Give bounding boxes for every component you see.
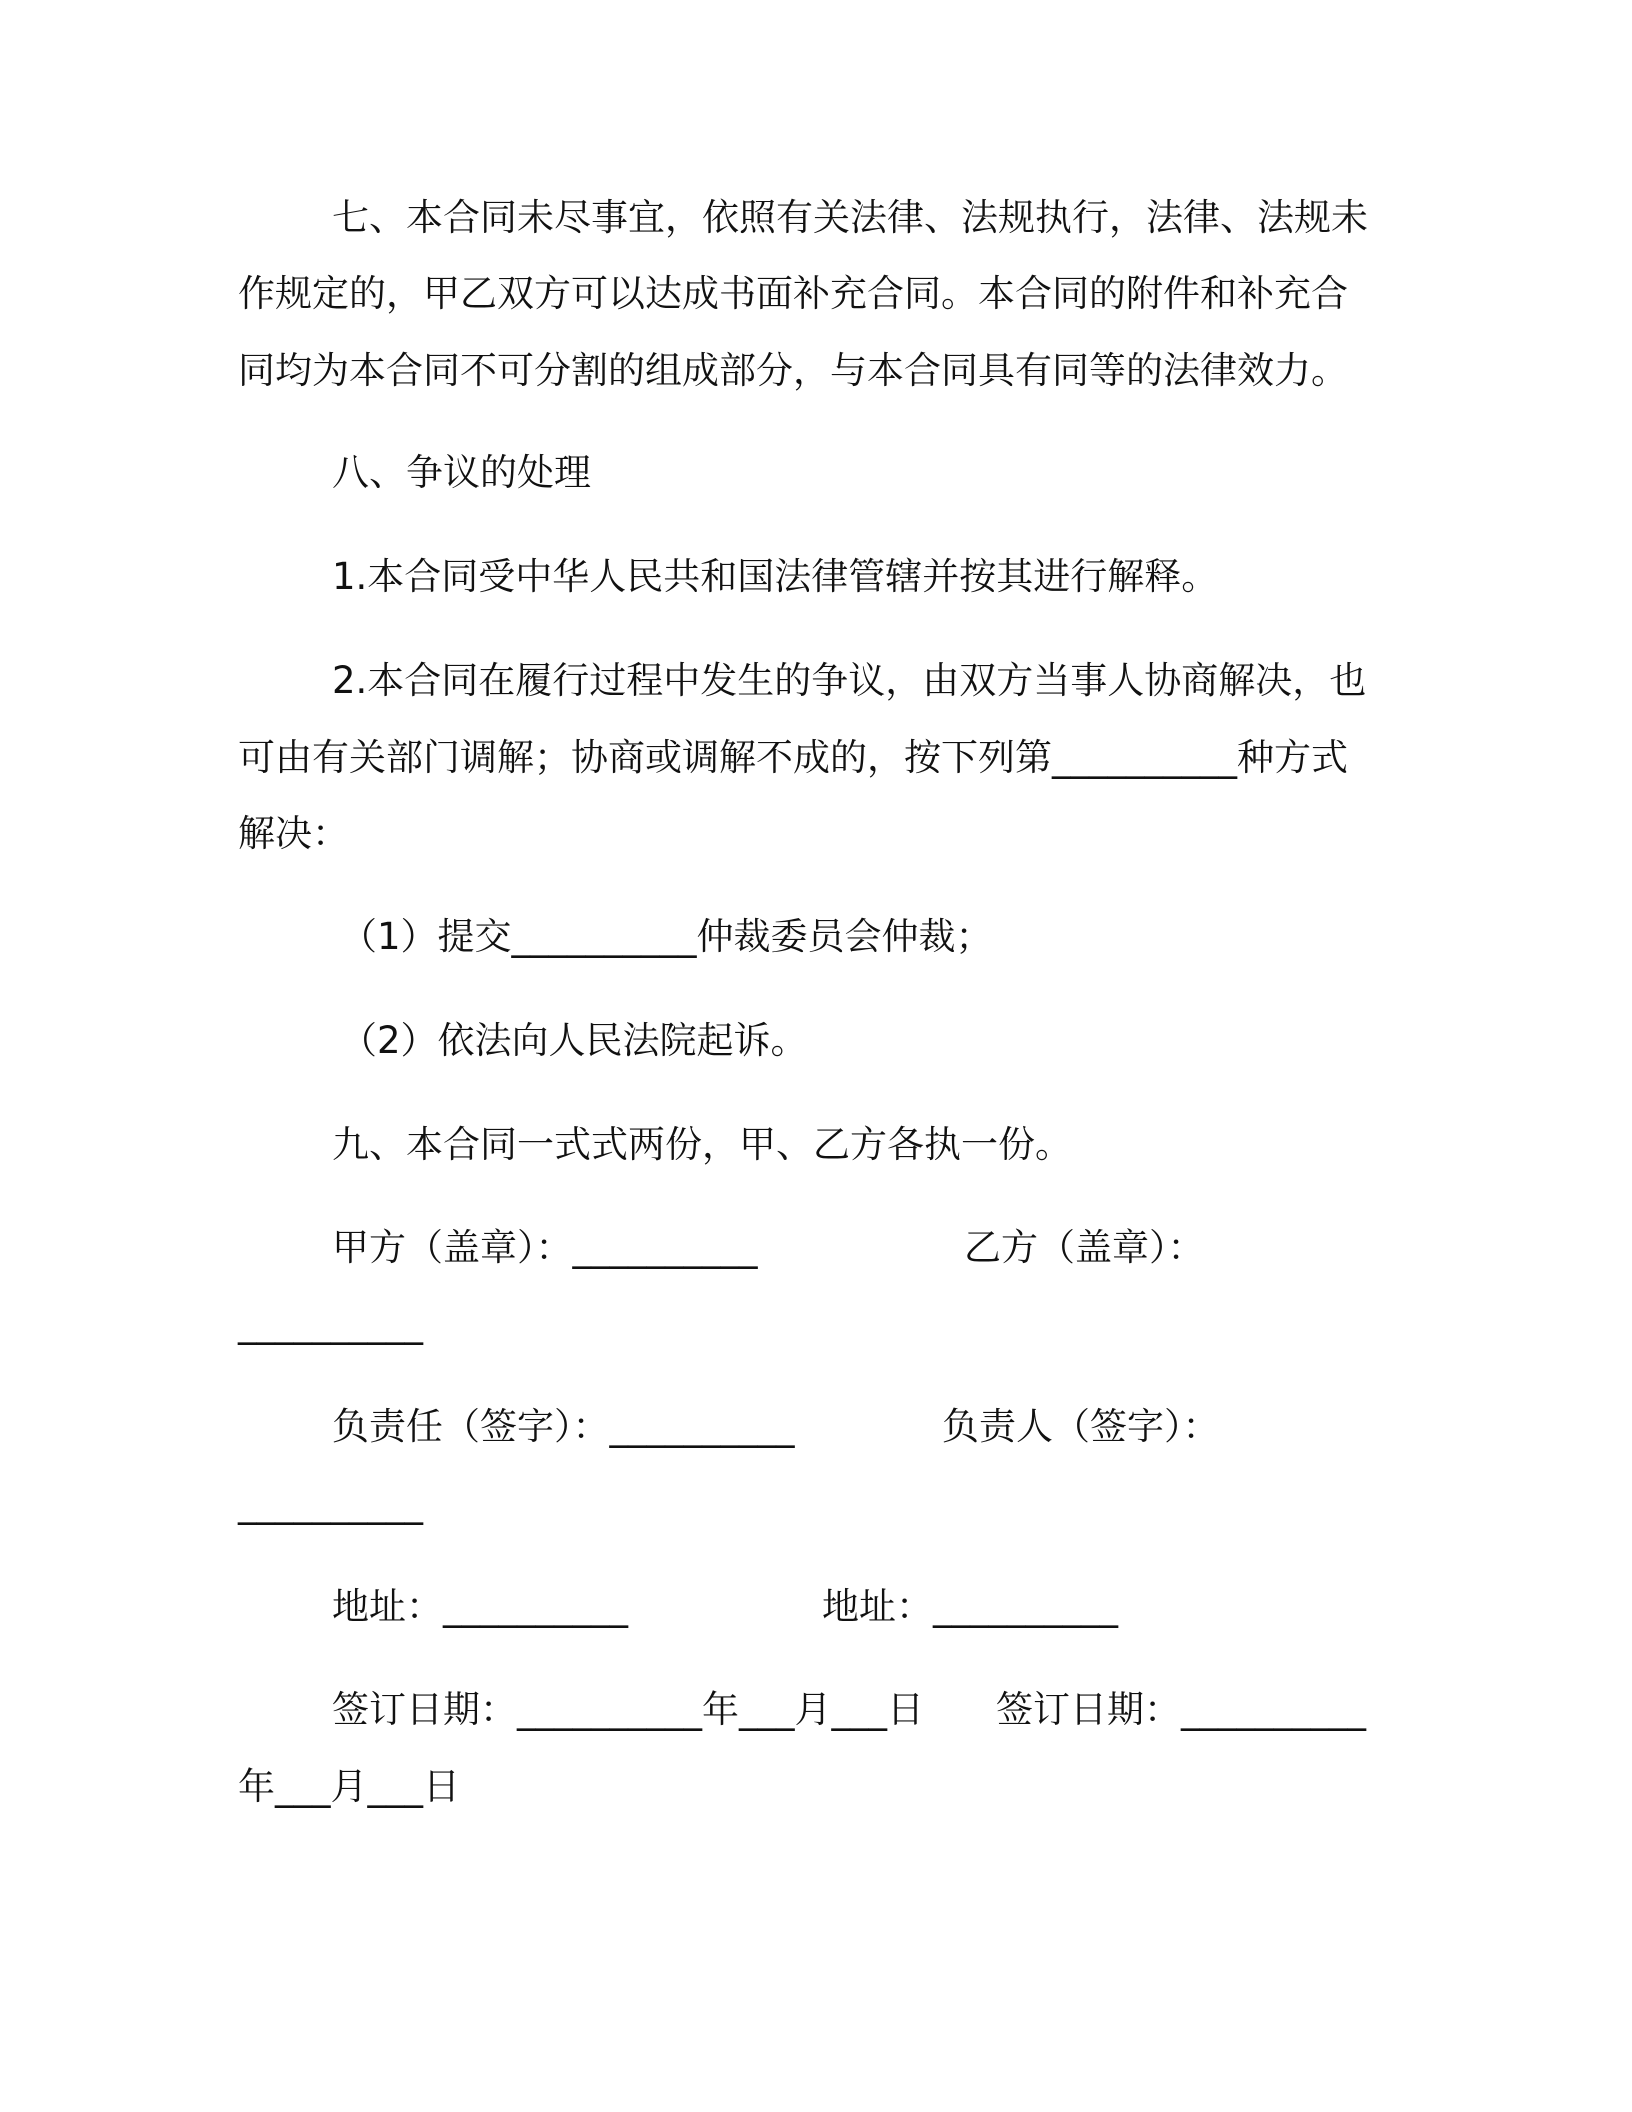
- clause-8-item-2-line-1: 2.本合同在履行过程中发生的争议，由双方当事人协商解决，也: [332, 659, 1367, 702]
- party-b-seal: 乙方（盖章）：: [964, 1226, 1205, 1269]
- option-1: （1）提交__________仲裁委员会仲裁；: [340, 915, 993, 958]
- clause-8-item-2-line-2: 可由有关部门调解；协商或调解不成的，按下列第__________种方式: [238, 736, 1348, 779]
- party-a-address: 地址：__________: [332, 1585, 628, 1628]
- clause-8-item-1: 1.本合同受中华人民共和国法律管辖并按其进行解释。: [332, 555, 1219, 598]
- party-b-sign-date: 签订日期：__________: [996, 1688, 1366, 1731]
- party-a-signatory: 负责任（签字）：__________: [332, 1405, 795, 1448]
- party-a-seal: 甲方（盖章）：__________: [332, 1226, 758, 1269]
- party-b-seal-blank: __________: [238, 1302, 423, 1345]
- clause-7-line-3: 同均为本合同不可分割的组成部分，与本合同具有同等的法律效力。: [238, 349, 1348, 392]
- clause-9: 九、本合同一式式两份，甲、乙方各执一份。: [332, 1123, 1072, 1166]
- option-2: （2）依法向人民法院起诉。: [340, 1019, 808, 1062]
- clause-7-line-2: 作规定的，甲乙双方可以达成书面补充合同。本合同的附件和补充合: [238, 272, 1348, 315]
- party-b-signatory-blank: __________: [238, 1482, 423, 1525]
- party-b-sign-date-cont: 年___月___日: [238, 1765, 460, 1808]
- party-a-sign-date: 签订日期：__________年___月___日: [332, 1688, 924, 1731]
- clause-8-item-2-line-3: 解决：: [238, 812, 349, 855]
- party-b-address: 地址：__________: [822, 1585, 1118, 1628]
- clause-8-heading: 八、争议的处理: [332, 451, 591, 494]
- clause-7-line-1: 七、本合同未尽事宜，依照有关法律、法规执行，法律、法规未: [332, 196, 1368, 239]
- party-b-signatory: 负责人（签字）：: [942, 1405, 1220, 1448]
